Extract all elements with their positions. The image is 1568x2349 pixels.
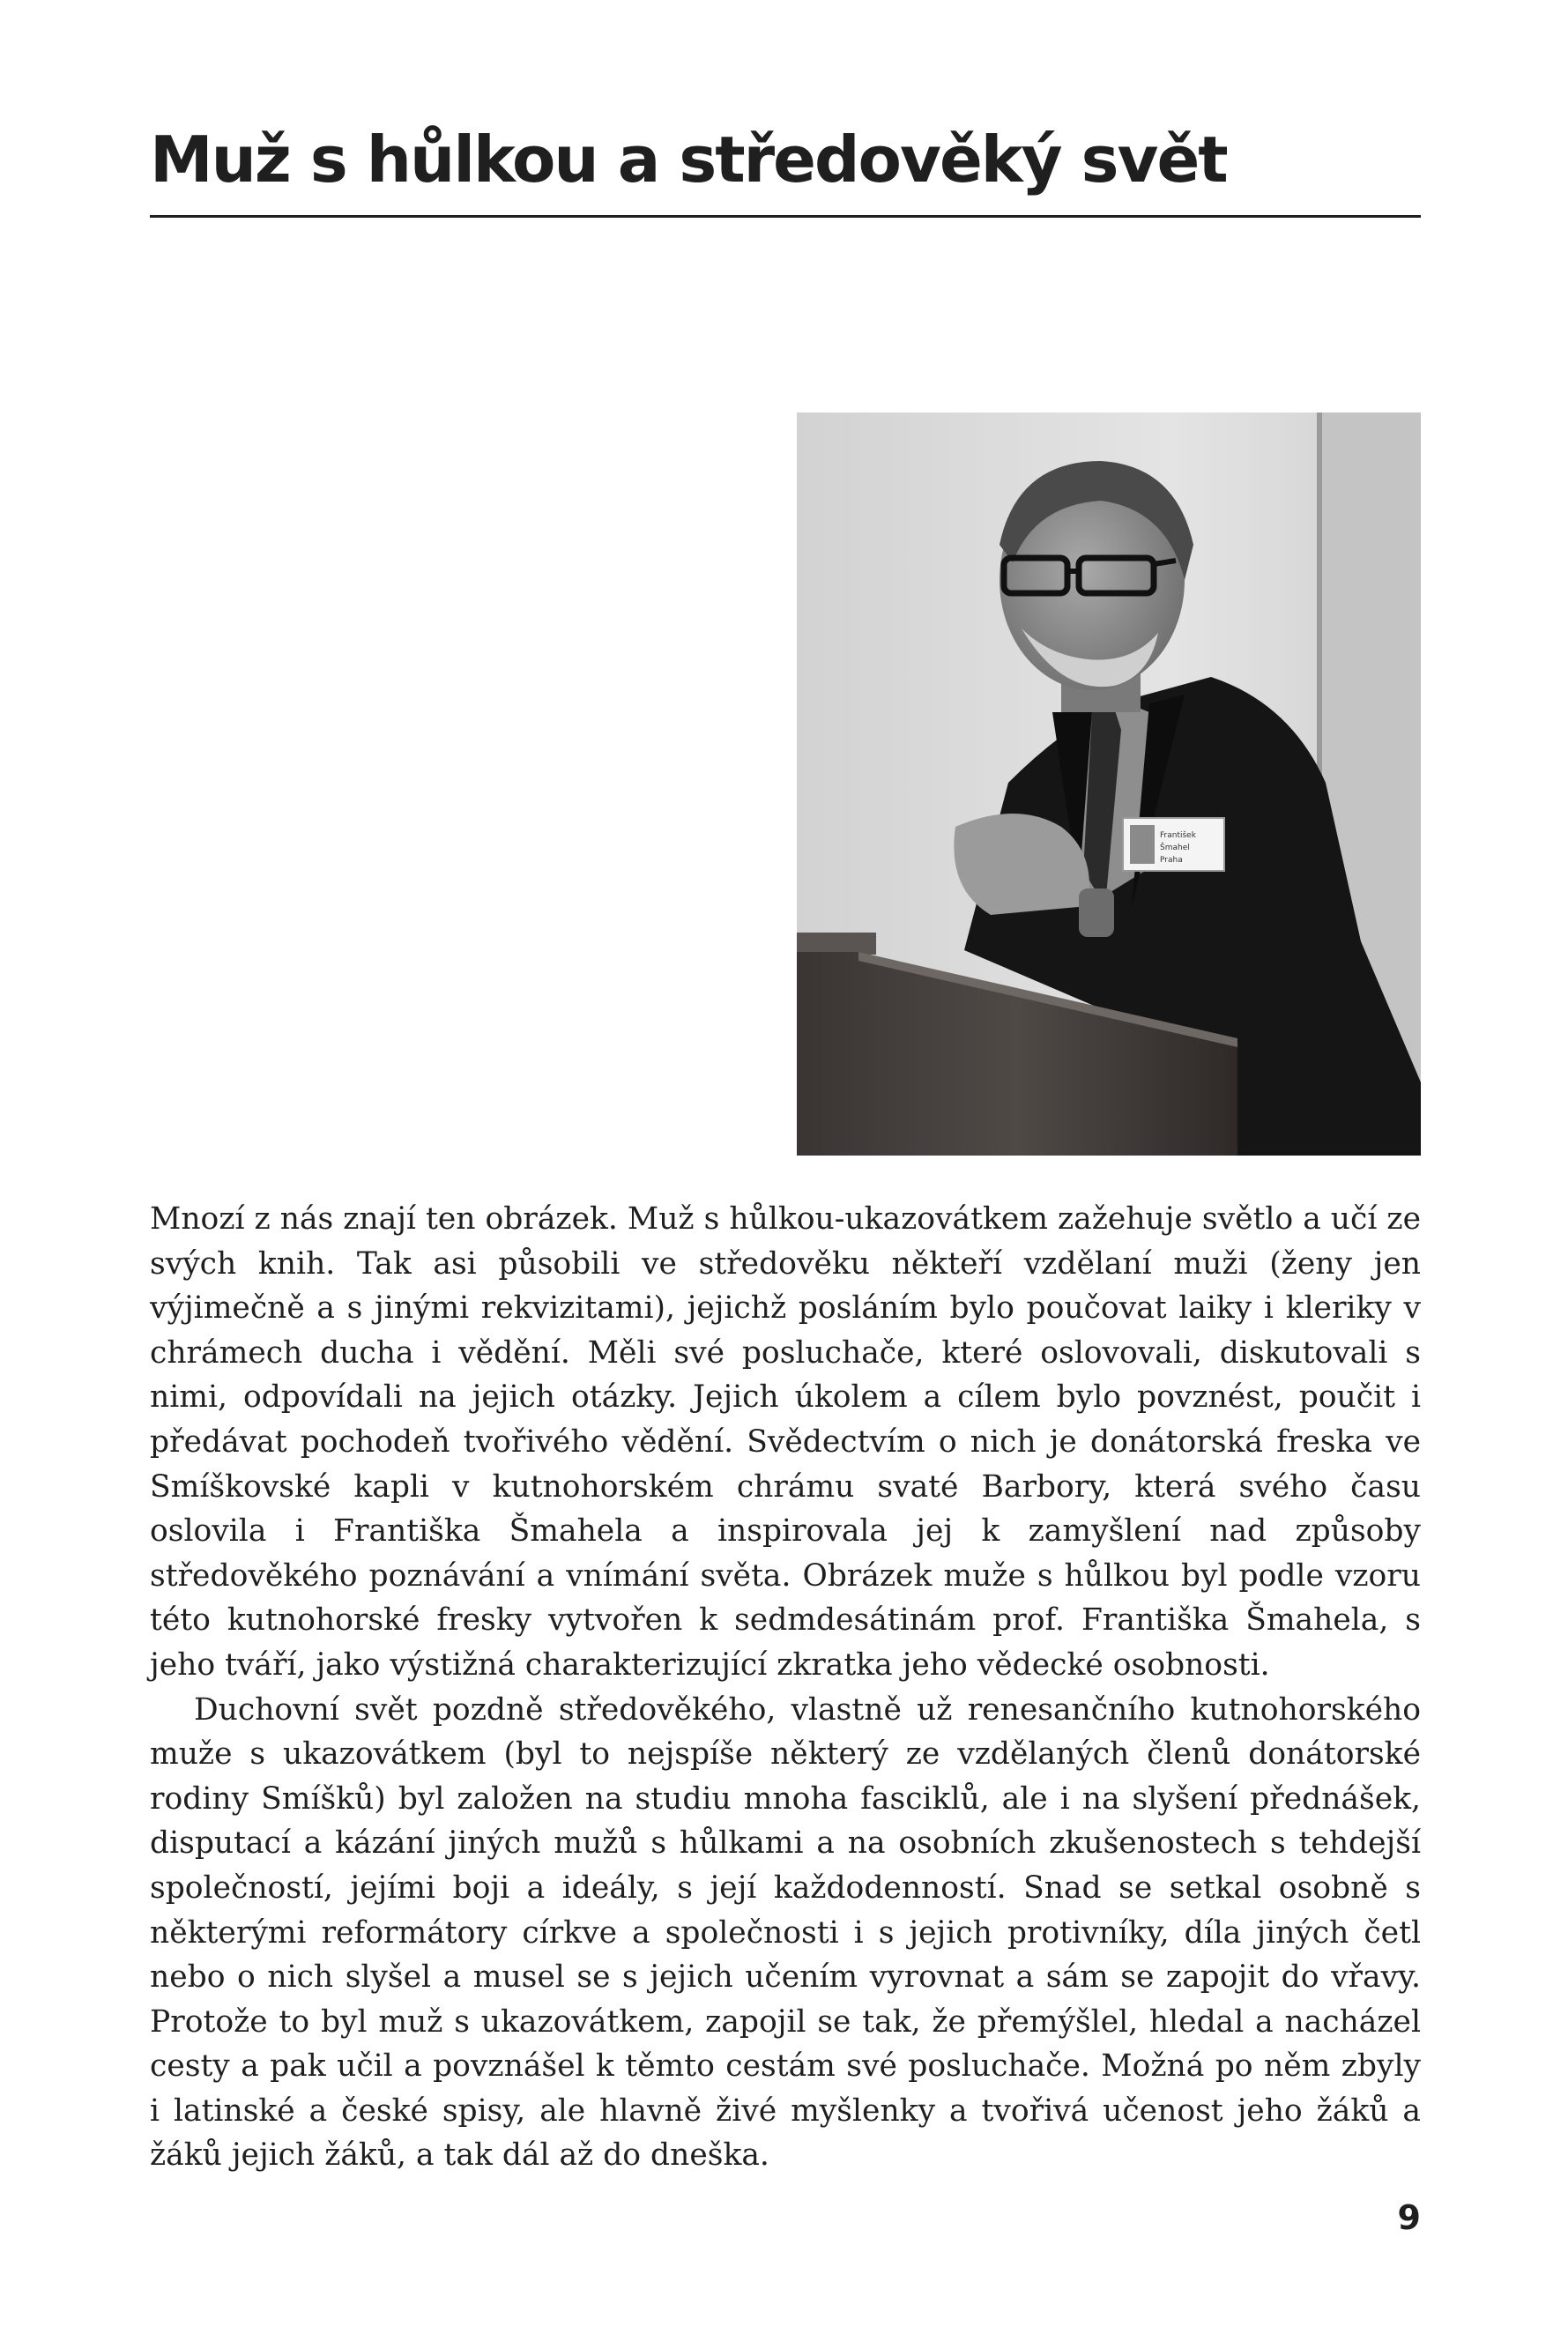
page-number: 9 xyxy=(1397,2198,1421,2237)
badge-line-2: Šmahel xyxy=(1160,844,1190,852)
badge-line-1: František xyxy=(1160,831,1196,840)
paragraph: Duchovní svět pozdně středověkého, vlastně už renesančního kutnohorského muže s ukazovátkem (byl to nejspíše některý ze vzdělaných členů donátorské rodiny Smíšků) byl založen na studiu mnoha fasciklů, ale i na slyšení přednášek, disputací a kázání jiných mužů s hůlkami a na osobních zkušenostech s tehdejší společností, jejími boji a ideály, s její každodenností. Snad se setkal osobně s některými reformátory církve a společnosti i s jejich protivníky, díla jiných četl nebo o nich slyšel a musel se s jejich učením vyrovnat a sám se zapojit do vřavy. Protože to byl muž s ukazovátkem, zapojil se tak, že přemýšlel, hledal a nacházel cesty a pak učil a povznášel k těmto cestám své posluchače. Možná po něm zbyly i latinské a české spisy, ale hlavně živé myšlenky a tvořivá učenost jeho žáků a žáků jejich žáků, a tak dál až do dneška. xyxy=(150,1691,1421,2174)
badge-line-3: Praha xyxy=(1160,856,1183,865)
page-title: Muž s hůlkou a středověký svět xyxy=(150,123,1227,197)
paragraph: Mnozí z nás znají ten obrázek. Muž s hůlkou-ukazovátkem zažehuje světlo a učí ze svých knih. Tak asi působili ve středověku někteří vzdělaní muži (ženy jen výjimečně a s jinými rekvizitami), jejichž posláním bylo poučovat laiky i kleriky v chrámech ducha i vědění. Měli své posluchače, které oslovovali, diskutovali s nimi, odpovídali na jejich otázky. Jejich úkolem a cílem bylo povznést, poučit i předávat pochodeň tvořivého vědění. Svědectvím o nich je donátorská freska ve Smíškovské kapli v kutnohorském chrámu svaté Barbory, která svého času oslovila i Františka Šmahela a inspirovala jej k zamyšlení nad způsoby středověkého poznávání a vnímání světa. Obrázek muže s hůlkou byl podle vzoru této kutnohorské fresky vytvořen k sedmdesátinám prof. Františka Šmahela, s jeho tváří, jako výstižná charakterizující zkratka jeho vědecké osobnosti. xyxy=(150,1201,1421,1683)
title-rule xyxy=(150,215,1421,218)
body-text xyxy=(150,1197,1421,2178)
speaker-photo xyxy=(797,413,1421,1156)
